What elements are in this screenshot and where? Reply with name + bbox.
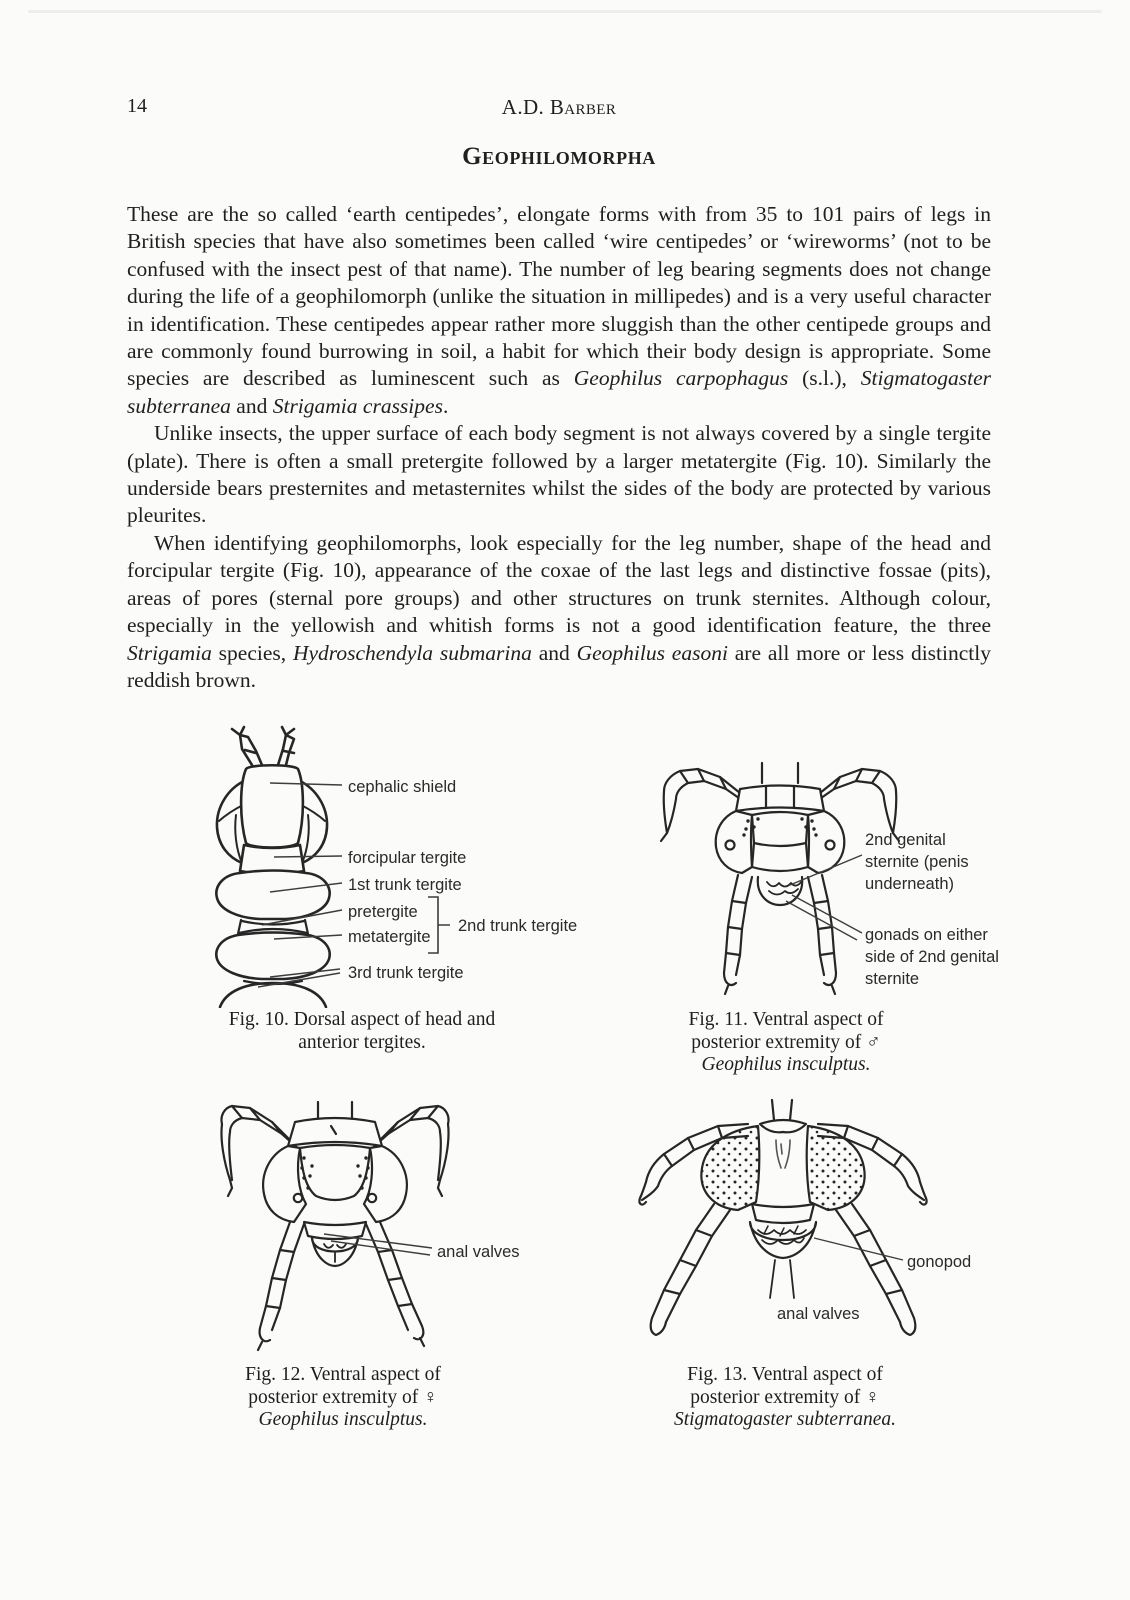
running-head: A.D. Barber: [501, 95, 617, 119]
figure-10: [190, 725, 630, 1085]
fig11-label-gonads: gonads on either side of 2nd genital sternite: [865, 926, 999, 988]
fig10-label-1st-trunk-tergite: 1st trunk tergite: [348, 876, 462, 894]
paragraph-3: When identifying geophilomorphs, look especially for the leg number, shape of the head and forcipular tergite (Fig. 10), appearance of the coxae of the last legs and distinctive fossae (pits), areas of pores (sternal pore groups) and other structures on trunk sternites. Although colour, especially in the yellowish and whitish forms is not a good identification feature, the three Strigamia species, Hydroschendyla submarina and Geophilus easoni are all more or less distinctly reddish brown.: [127, 530, 991, 692]
page-scan-edge: [28, 10, 1102, 13]
fig13-caption: Fig. 13. Ventral aspect of posterior extremity of ♀ Stigmatogaster subterranea.: [655, 1364, 915, 1432]
figure-11: [640, 725, 1100, 1085]
fig10-label-2nd-trunk-tergite: 2nd trunk tergite: [458, 917, 578, 935]
page-number: 14: [127, 95, 147, 117]
fig12-species-name: Geophilus insculptus.: [258, 1409, 428, 1430]
species-name: Hydroschendyla submarina: [292, 640, 532, 665]
species-name: Geophilus carpophagus: [573, 366, 789, 391]
section-title: Geophilomorpha: [462, 143, 656, 170]
fig11-species-name: Geophilus insculptus.: [701, 1054, 871, 1075]
species-name: Strigamia crassipes: [272, 393, 443, 418]
fig13-label-anal-valves: anal valves: [777, 1305, 860, 1323]
fig10-label-3rd-trunk-tergite: 3rd trunk tergite: [348, 964, 464, 982]
species-name: Strigamia: [127, 640, 212, 665]
fig10-label-pretergite: pretergite: [348, 903, 418, 921]
fig11-label-genital-sternite: 2nd genital sternite (penis underneath): [865, 831, 969, 893]
fig13-label-gonopod: gonopod: [907, 1253, 972, 1271]
fig11-caption: Fig. 11. Ventral aspect of posterior extremity of ♂ Geophilus insculptus.: [656, 1009, 916, 1077]
paragraph-2: Unlike insects, the upper surface of each body segment is not always covered by a single tergite (plate). There is often a small pretergite followed by a larger metatergite (Fig. 10). Similarly the underside bears presternites and metasternites whilst the sides of the body are protected by various pleurites.: [127, 421, 991, 528]
fig12-drawing-female-posterior: [200, 1080, 630, 1363]
body-text: [127, 201, 991, 694]
figure-13: [600, 1080, 1070, 1450]
species-name: Geophilus easoni: [576, 640, 728, 665]
fig13-species-name: Stigmatogaster subterranea.: [673, 1409, 897, 1430]
paragraph-1-text: These are the so called ‘earth centipedes’, elongate forms with from 35 to 101 pairs of legs in British species that have also sometimes been called ‘wire centipedes’ or ‘wireworms’ (not to be confused with the insect pest of that name). The number of leg bearing segments does not change during the life of a geophilomorph (unlike the situation in millipedes) and is a very useful character in identification. These centipedes appear rather more sluggish than the other centipede groups and are commonly found burrowing in soil, a habit for which their body design is appropriate. Some species are described as luminescent such as: [127, 202, 991, 391]
page-header: [127, 95, 991, 121]
fig10-label-metatergite: metatergite: [348, 928, 431, 946]
fig12-label-anal-valves: anal valves: [437, 1243, 520, 1261]
fig10-caption: Fig. 10. Dorsal aspect of head and anterior tergites.: [228, 1009, 496, 1053]
paragraph-3-text: When identifying geophilomorphs, look especially for the leg number, shape of the head and forcipular tergite (Fig. 10), appearance of the coxae of the last legs and distinctive fossae (pits), areas of pores (sternal pore groups) and other structures on trunk sternites. Although colour, especially in the yellowish and whitish forms is not a good identification feature, the three: [127, 530, 991, 638]
paragraph-1: These are the so called ‘earth centipedes’, elongate forms with from 35 to 101 pairs of legs in British species that have also sometimes been called ‘wire centipedes’ or ‘wireworms’ (not to be confused with the insect pest of that name). The number of leg bearing segments does not change during the life of a geophilomorph (unlike the situation in millipedes) and is a very useful character in identification. These centipedes appear rather more sluggish than the other centipede groups and are commonly found burrowing in soil, a habit for which their body design is appropriate. Some species are described as luminescent such as Geophilus carpophagus (s.l.), Stigmatogaster subterranea and Strigamia crassipes.: [127, 202, 991, 418]
figure-12: [200, 1080, 630, 1450]
species-name: Stigmatogaster subterranea: [127, 366, 991, 418]
fig10-label-forcipular-tergite: forcipular tergite: [348, 849, 467, 867]
fig10-label-cephalic-shield: cephalic shield: [348, 778, 457, 796]
fig12-caption: Fig. 12. Ventral aspect of posterior extremity of ♀ Geophilus insculptus.: [213, 1364, 473, 1432]
